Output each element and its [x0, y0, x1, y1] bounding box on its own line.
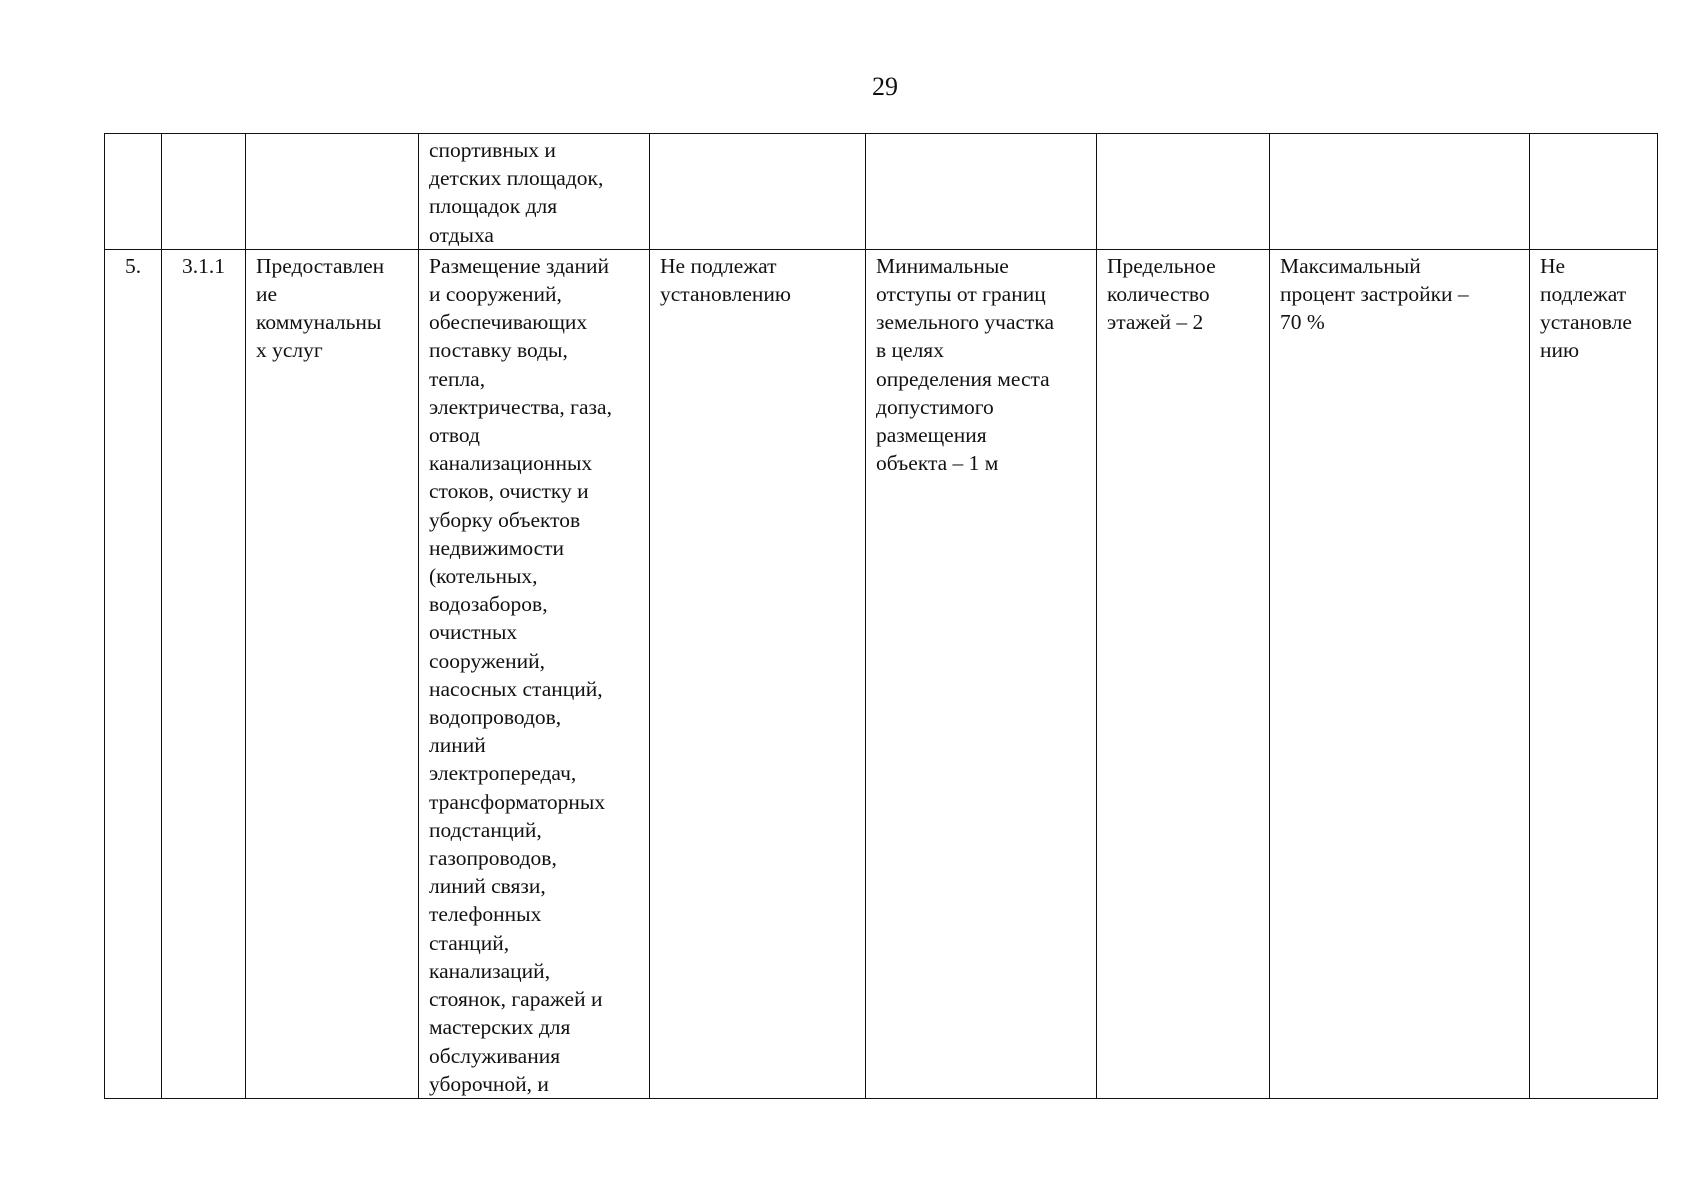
plot-size-cell: [650, 249, 866, 1098]
cell-text-line: отдыха: [429, 222, 494, 247]
cell-text-line: Не подлежат: [660, 253, 777, 278]
cell-text-line: процент застройки –: [1280, 282, 1469, 307]
cell-text-line: водопроводов,: [429, 705, 562, 730]
page-number: 29: [872, 72, 898, 101]
use-name-cell: [246, 134, 419, 250]
cell-text-line: недвижимости: [429, 535, 565, 560]
cell-text-line: нию: [1540, 338, 1580, 363]
cell-text-line: допустимого: [876, 394, 994, 419]
cell-text-line: определения места: [876, 366, 1050, 391]
cell-text-line: ие: [256, 282, 278, 307]
cell-text-line: очистных: [429, 620, 518, 645]
cell-text-line: установлению: [660, 282, 791, 307]
setback-cell: [866, 249, 1097, 1098]
cell-text-line: стоянок, гаражей и: [429, 987, 603, 1012]
row-number-cell: [105, 134, 162, 250]
cell-text-line: Размещение зданий: [429, 253, 609, 278]
floors-cell: [1097, 134, 1270, 250]
cell-text-line: стоков, очистку и: [429, 479, 589, 504]
cell-text-line: электричества, газа,: [429, 394, 612, 419]
cell-text-line: этажей – 2: [1107, 310, 1204, 335]
cell-text-line: поставку воды,: [429, 338, 568, 363]
cell-text-line: мастерских для: [429, 1015, 571, 1040]
cell-text-line: водозаборов,: [429, 592, 548, 617]
use-name-cell: [246, 249, 419, 1098]
setback-cell: [866, 134, 1097, 250]
table-row: [105, 249, 1658, 1098]
cell-text-line: Максимальный: [1280, 253, 1421, 278]
land-use-table: [104, 133, 1658, 1099]
row-number-cell: 5.: [105, 249, 162, 1098]
cell-text-line: площадок для: [429, 194, 558, 219]
coverage-cell: [1270, 134, 1530, 250]
cell-text-line: детских площадок,: [429, 166, 604, 191]
cell-text-line: установле: [1540, 310, 1632, 335]
cell-text-line: насосных станций,: [429, 676, 603, 701]
other-params-cell: [1530, 249, 1658, 1098]
cell-text-line: сооружений,: [429, 648, 545, 673]
cell-text-line: линий связи,: [429, 874, 546, 899]
cell-text-line: подлежат: [1540, 282, 1627, 307]
table-row: [105, 134, 1658, 250]
floors-cell: [1097, 249, 1270, 1098]
cell-text-line: земельного участка: [876, 310, 1055, 335]
cell-text-line: уборку объектов: [429, 507, 581, 532]
cell-text-line: объекта – 1 м: [876, 451, 999, 476]
cell-text-line: х услуг: [256, 338, 323, 363]
cell-text-line: подстанций,: [429, 817, 542, 842]
cell-text-line: спортивных и: [429, 138, 556, 162]
cell-text-line: тепла,: [429, 366, 486, 391]
cell-text-line: обслуживания: [429, 1043, 561, 1068]
use-description-cell: [419, 249, 650, 1098]
cell-text-line: отступы от границ: [876, 282, 1046, 307]
cell-text-line: трансформаторных: [429, 789, 606, 814]
cell-text-line: (котельных,: [429, 564, 538, 589]
cell-text-line: обеспечивающих: [429, 310, 588, 335]
cell-text-line: Предельное: [1107, 253, 1216, 278]
cell-text-line: уборочной, и: [429, 1071, 549, 1096]
cell-text-line: канализационных: [429, 451, 593, 476]
cell-text-line: станций,: [429, 930, 510, 955]
cell-text-line: в целях: [876, 338, 944, 363]
other-params-cell: [1530, 134, 1658, 250]
cell-text-line: линий: [429, 733, 486, 758]
use-code-cell: 3.1.1: [162, 249, 246, 1098]
cell-text-line: канализаций,: [429, 958, 551, 983]
cell-text-line: и сооружений,: [429, 282, 562, 307]
table-body: [105, 134, 1658, 1099]
cell-text-line: 70 %: [1280, 310, 1325, 335]
plot-size-cell: [650, 134, 866, 250]
cell-text-line: Предоставлен: [256, 253, 385, 278]
cell-text-line: размещения: [876, 423, 987, 448]
cell-text-line: количество: [1107, 282, 1210, 307]
cell-text-line: телефонных: [429, 902, 542, 927]
coverage-cell: [1270, 249, 1530, 1098]
cell-text-line: Не: [1540, 253, 1566, 278]
use-description-cell: [419, 134, 650, 250]
cell-text-line: электропередач,: [429, 761, 577, 786]
cell-text-line: Минимальные: [876, 253, 1009, 278]
cell-text-line: отвод: [429, 423, 480, 448]
use-code-cell: [162, 134, 246, 250]
cell-text-line: газопроводов,: [429, 846, 557, 871]
cell-text-line: коммунальны: [256, 310, 382, 335]
